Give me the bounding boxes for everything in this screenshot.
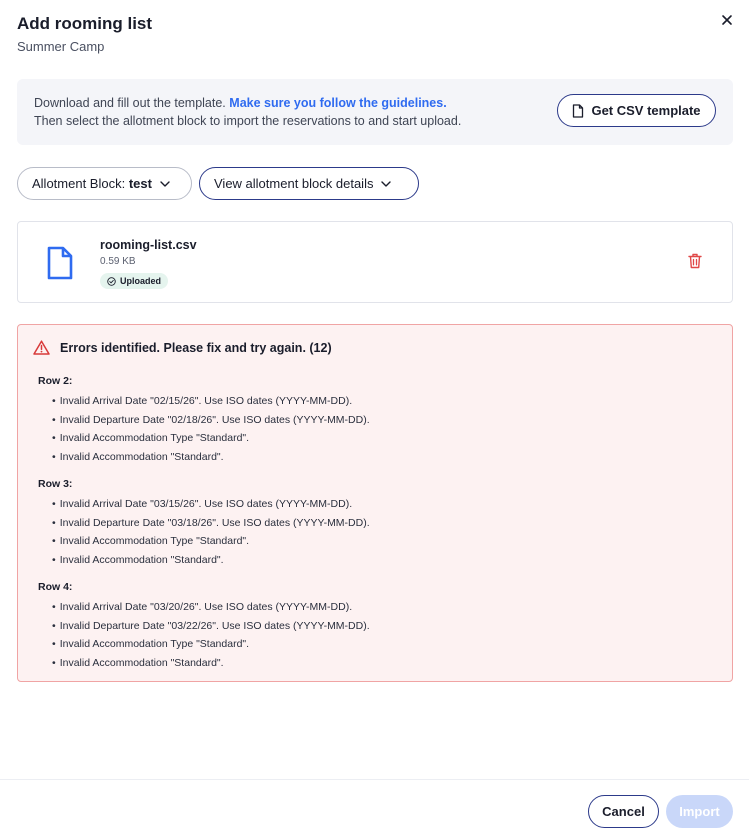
uploaded-file-card (17, 221, 733, 303)
warning-icon (33, 340, 50, 355)
error-header (33, 340, 332, 355)
allotment-block-select[interactable] (17, 167, 192, 200)
info-text-prefix: Download and fill out the template. (34, 96, 226, 110)
info-text-line2: Then select the allotment block to import the reservations to and start upload. (34, 114, 462, 128)
allotment-block-label: Allotment Block: (32, 176, 126, 191)
error-item: • Invalid Arrival Date "02/15/26". Use ISO dates (YYYY-MM-DD). (38, 392, 370, 411)
error-item: • Invalid Accommodation "Standard". (38, 448, 370, 467)
status-badge (100, 273, 168, 289)
info-panel (17, 79, 733, 145)
dialog-subtitle: Summer Camp (17, 39, 105, 54)
guidelines-link[interactable]: Make sure you follow the guidelines. (229, 96, 447, 110)
allotment-block-text (32, 176, 152, 191)
dialog-header (17, 13, 152, 54)
check-circle-icon (107, 277, 116, 286)
file-icon (46, 246, 74, 280)
error-item: • Invalid Accommodation Type "Standard". (38, 429, 370, 448)
error-item: • Invalid Accommodation "Standard". (38, 654, 370, 673)
error-item: • Invalid Departure Date "03/18/26". Use ISO dates (YYYY-MM-DD). (38, 514, 370, 533)
import-button[interactable]: Import (666, 795, 733, 828)
error-item: • Invalid Departure Date "02/18/26". Use ISO dates (YYYY-MM-DD). (38, 411, 370, 430)
allotment-block-value: test (128, 176, 152, 191)
document-icon (572, 104, 584, 118)
error-item: • Invalid Accommodation Type "Standard". (38, 532, 370, 551)
get-csv-template-label: Get CSV template (591, 103, 701, 118)
get-csv-template-button[interactable] (557, 94, 716, 127)
error-row-label: Row 3: (38, 478, 73, 490)
error-row-group (38, 477, 370, 570)
error-item: • Invalid Accommodation Type "Standard". (38, 635, 370, 654)
error-row-group (38, 580, 370, 673)
error-row-label: Row 4: (38, 581, 73, 593)
error-panel (17, 324, 733, 682)
close-icon (721, 14, 733, 26)
chevron-down-icon (381, 181, 391, 187)
file-size: 0.59 KB (100, 256, 136, 267)
error-item: • Invalid Departure Date "03/22/26". Use ISO dates (YYYY-MM-DD). (38, 617, 370, 636)
error-title: Errors identified. Please fix and try again. (12) (60, 340, 332, 355)
error-item: • Invalid Accommodation "Standard". (38, 551, 370, 570)
dialog-title: Add rooming list (17, 14, 153, 33)
status-badge-label: Uploaded (120, 276, 162, 286)
close-button[interactable] (717, 10, 737, 30)
trash-icon (688, 253, 702, 269)
error-row-label: Row 2: (38, 375, 73, 387)
error-row-group (38, 374, 370, 467)
view-allotment-details-label: View allotment block details (214, 176, 374, 191)
file-name: rooming-list.csv (100, 238, 197, 252)
info-text (34, 94, 461, 130)
error-item: • Invalid Arrival Date "03/20/26". Use ISO dates (YYYY-MM-DD). (38, 598, 370, 617)
view-allotment-details-button[interactable] (199, 167, 419, 200)
delete-file-button[interactable] (688, 253, 702, 274)
chevron-down-icon (160, 181, 170, 187)
cancel-button[interactable]: Cancel (588, 795, 659, 828)
footer-divider (0, 779, 749, 780)
error-item: • Invalid Arrival Date "03/15/26". Use ISO dates (YYYY-MM-DD). (38, 495, 370, 514)
